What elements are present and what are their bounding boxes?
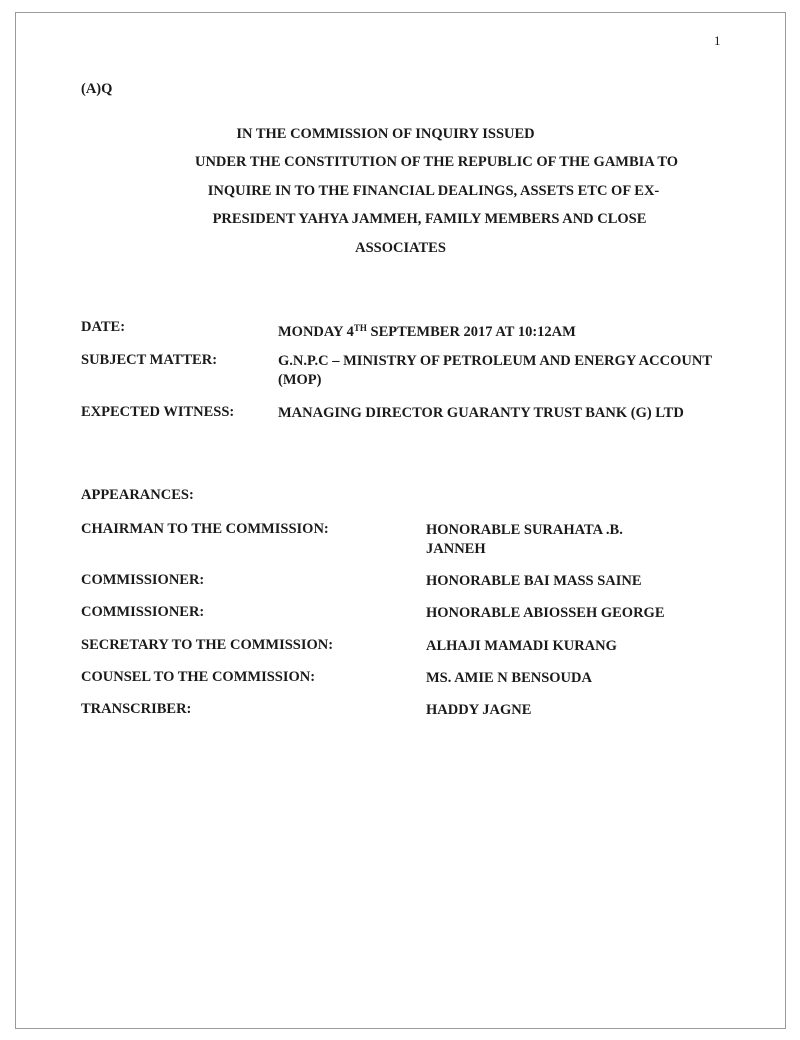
appearances-heading: APPEARANCES: [81,487,194,503]
appearance-role: CHAIRMAN TO THE COMMISSION: [81,521,329,537]
subject-label: SUBJECT MATTER: [81,352,218,368]
title-line-2: UNDER THE CONSTITUTION OF THE REPUBLIC OF THE GAMBIA TO [194,154,679,171]
date-value-day: MONDAY 4 [278,324,354,340]
subject-value: G.N.P.C – MINISTRY OF PETROLEUM AND ENERGY ACCOUNT (MOP) [278,353,712,388]
appearance-name: HONORABLE SURAHATA .B. JANNEH [426,522,623,557]
title-line-5: ASSOCIATES [355,239,446,256]
appearance-role: COMMISSIONER: [81,572,205,588]
appearance-name: MS. AMIE N BENSOUDA [426,670,592,686]
appearance-role: SECRETARY TO THE COMMISSION: [81,637,334,653]
witness-value: MANAGING DIRECTOR GUARANTY TRUST BANK (G) LTD [278,405,684,421]
title-line-4: PRESIDENT YAHYA JAMMEH, FAMILY MEMBERS AND CLOSE [212,211,647,228]
witness-label: EXPECTED WITNESS: [81,404,235,420]
date-ordinal-suffix: TH [353,323,367,333]
page-number: 1 [714,33,721,48]
date-value [278,319,718,342]
document-page [15,12,786,1029]
document-title [16,120,787,262]
appearance-role: TRANSCRIBER: [81,701,192,717]
appearance-name: HONORABLE BAI MASS SAINE [426,573,642,589]
appearance-name: ALHAJI MAMADI KURANG [426,638,617,654]
appearance-name: HADDY JAGNE [426,702,532,718]
appearance-role: COUNSEL TO THE COMMISSION: [81,669,316,685]
reference-code: (A)Q [81,81,113,97]
appearance-role: COMMISSIONER: [81,604,205,620]
title-line-3: INQUIRE IN TO THE FINANCIAL DEALINGS, ASSETS ETC OF EX- [207,182,660,199]
date-label: DATE: [81,319,126,335]
appearance-name: HONORABLE ABIOSSEH GEORGE [426,605,665,621]
title-line-1: IN THE COMMISSION OF INQUIRY ISSUED [236,126,535,142]
date-value-rest: SEPTEMBER 2017 AT 10:12AM [366,324,576,340]
